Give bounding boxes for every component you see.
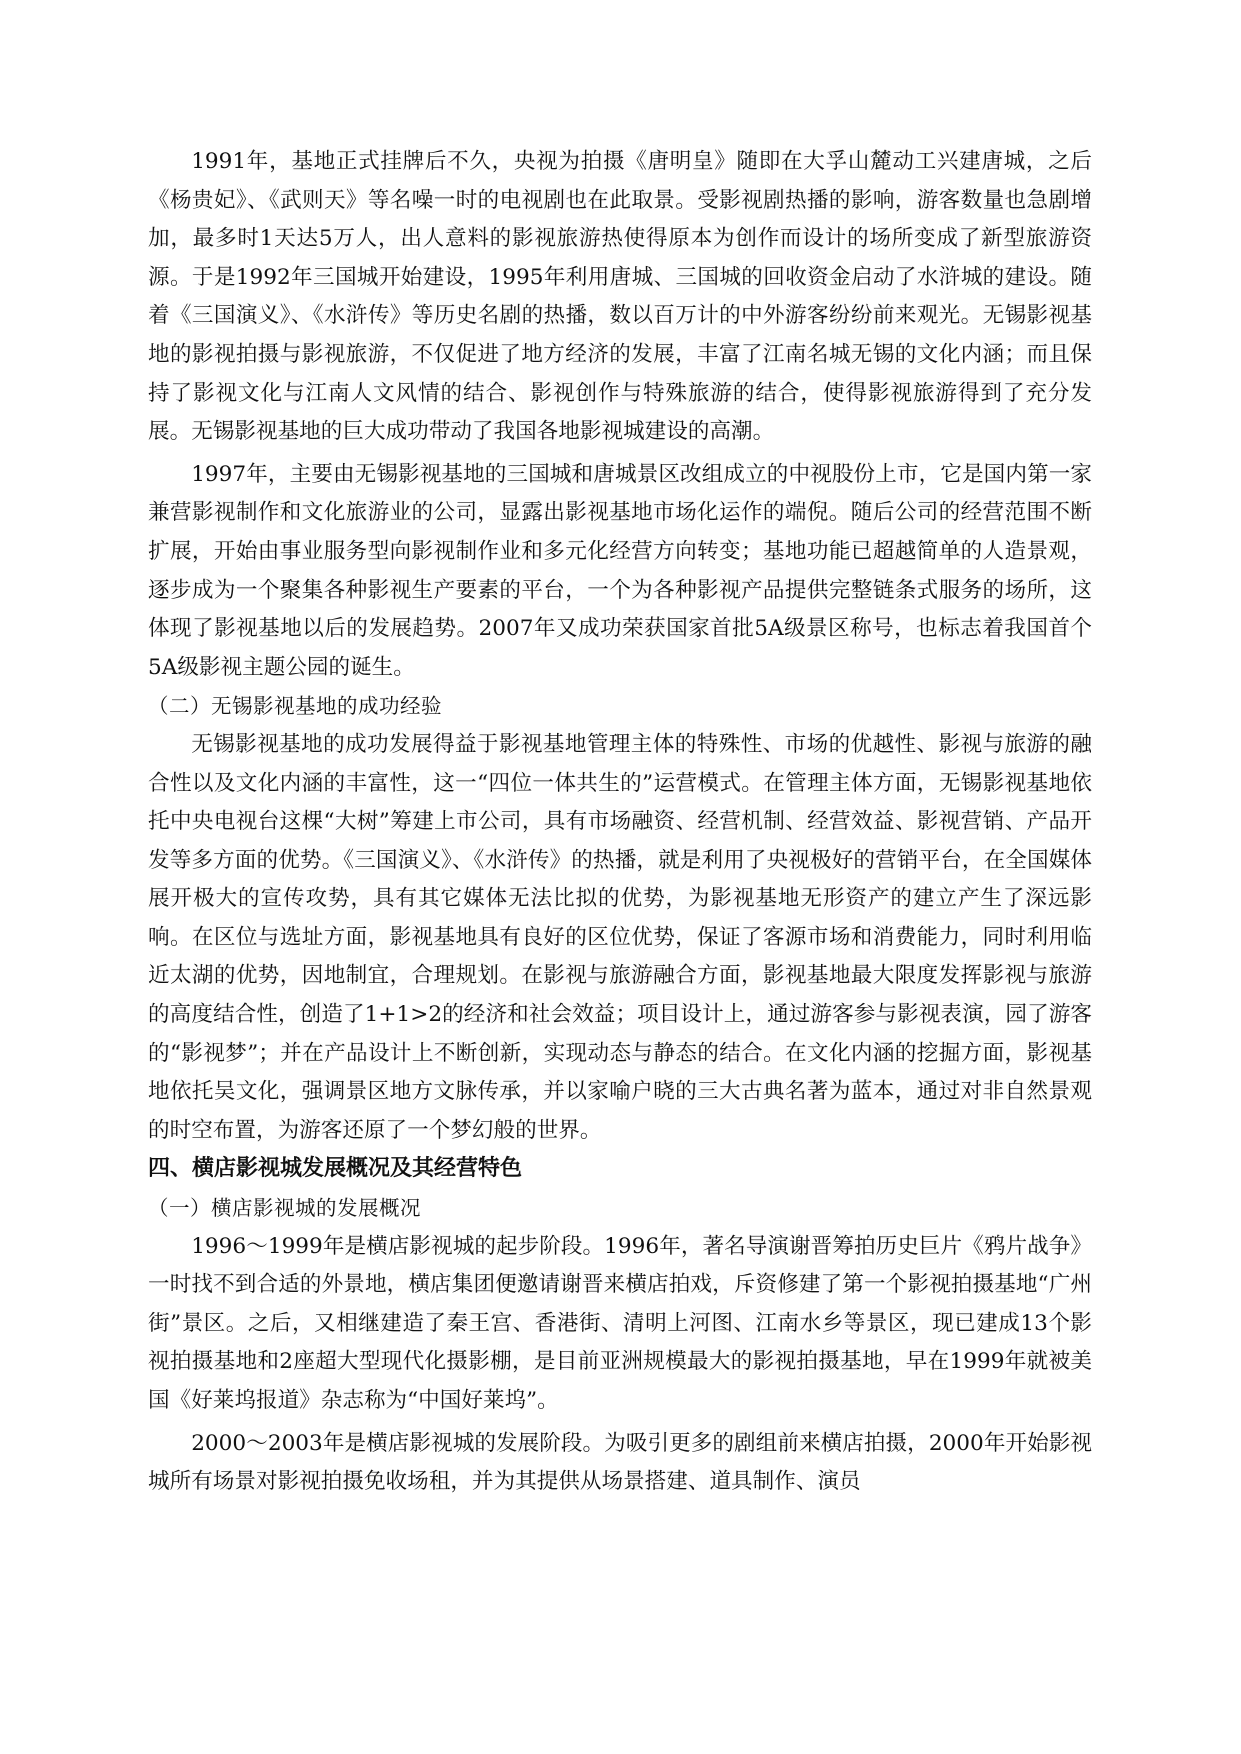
paragraph-tang-city-history: 1991年，基地正式挂牌后不久，央视为拍摄《唐明皇》随即在大孚山麓动工兴建唐城，之后《杨贵妃》、《武则天》等名噪一时的电视剧也在此取景。受影视剧热播的影响，游客数量也急剧增加，最多时1天达5万人，出人意料的影视旅游热使得原本为创作而设计的场所变成了新型旅游资源。于是1992年三国城开始建设，1995年利用唐城、三国城的回收资金启动了水浒城的建设。随着《三国演义》、《水浒传》等历史名剧的热播，数以百万计的中外游客纷纷前来观光。无锡影视基地的影视拍摄与影视旅游，不仅促进了地方经济的发展，丰富了江南名城无锡的文化内涵；而且保持了影视文化与江南人文风情的结合、影视创作与特殊旅游的结合，使得影视旅游得到了充分发展。无锡影视基地的巨大成功带动了我国各地影视城建设的高潮。 bbox=[148, 149, 1092, 445]
paragraph-cctv-shares-listing: 1997年，主要由无锡影视基地的三国城和唐城景区改组成立的中视股份上市，它是国内第一家兼营影视制作和文化旅游业的公司，显露出影视基地市场化运作的端倪。随后公司的经营范围不断扩展，开始由事业服务型向影视制作业和多元化经营方向转变；基地功能已超越简单的人造景观，逐步成为一个聚集各种影视生产要素的平台，一个为各种影视产品提供完整链条式服务的场所，这体现了影视基地以后的发展趋势。2007年又成功荣获国家首批5A级景区称号，也标志着我国首个5A级影视主题公园的诞生。 bbox=[148, 461, 1092, 680]
paragraph-wuxi-operation-model: 无锡影视基地的成功发展得益于影视基地管理主体的特殊性、市场的优越性、影视与旅游的融合性以及文化内涵的丰富性，这一“四位一体共生的”运营模式。在管理主体方面，无锡影视基地依托中央电视台这棵“大树”筹建上市公司，具有市场融资、经营机制、经营效益、影视营销、产品开发等多方面的优势。《三国演义》、《水浒传》的热播，就是利用了央视极好的营销平台，在全国媒体展开极大的宣传攻势，具有其它媒体无法比拟的优势，为影视基地无形资产的建立产生了深远影响。在区位与选址方面，影视基地具有良好的区位优势，保证了客源市场和消费能力，同时利用临近太湖的优势，因地制宜，合理规划。在影视与旅游融合方面，影视基地最大限度发挥影视与旅游的高度结合性，创造了1+1>2的经济和社会效益；项目设计上，通过游客参与影视表演，园了游客的“影视梦”；并在产品设计上不断创新，实现动态与静态的结合。在文化内涵的挖掘方面，影视基地依托吴文化，强调景区地方文脉传承，并以家喻户晓的三大古典名著为蓝本，通过对非自然景观的时空布置，为游客还原了一个梦幻般的世界。 bbox=[148, 731, 1092, 1143]
document-page bbox=[148, 143, 1092, 1502]
subheading-hengdian-overview: （一）横店影视城的发展概况 bbox=[148, 1196, 421, 1221]
section-heading-hengdian: 四、横店影视城发展概况及其经营特色 bbox=[148, 1156, 523, 1182]
paragraph-hengdian-start-stage: 1996～1999年是横店影视城的起步阶段。1996年，著名导演谢晋筹拍历史巨片《鸦片战争》一时找不到合适的外景地，横店集团便邀请谢晋来横店拍戏，斥资修建了第一个影视拍摄基地“广州街”景区。之后，又相继建造了秦王宫、香港街、清明上河图、江南水乡等景区，现已建成13个影视拍摄基地和2座超大型现代化摄影棚，是目前亚洲规模最大的影视拍摄基地，早在1999年就被美国《好莱坞报道》杂志称为“中国好莱坞”。 bbox=[148, 1233, 1092, 1413]
paragraph-hengdian-development-stage: 2000～2003年是横店影视城的发展阶段。为吸引更多的剧组前来横店拍摄，2000年开始影视城所有场景对影视拍摄免收场租，并为其提供从场景搭建、道具制作、演员 bbox=[148, 1430, 1092, 1495]
subheading-wuxi-success-experience: （二）无锡影视基地的成功经验 bbox=[148, 694, 442, 719]
